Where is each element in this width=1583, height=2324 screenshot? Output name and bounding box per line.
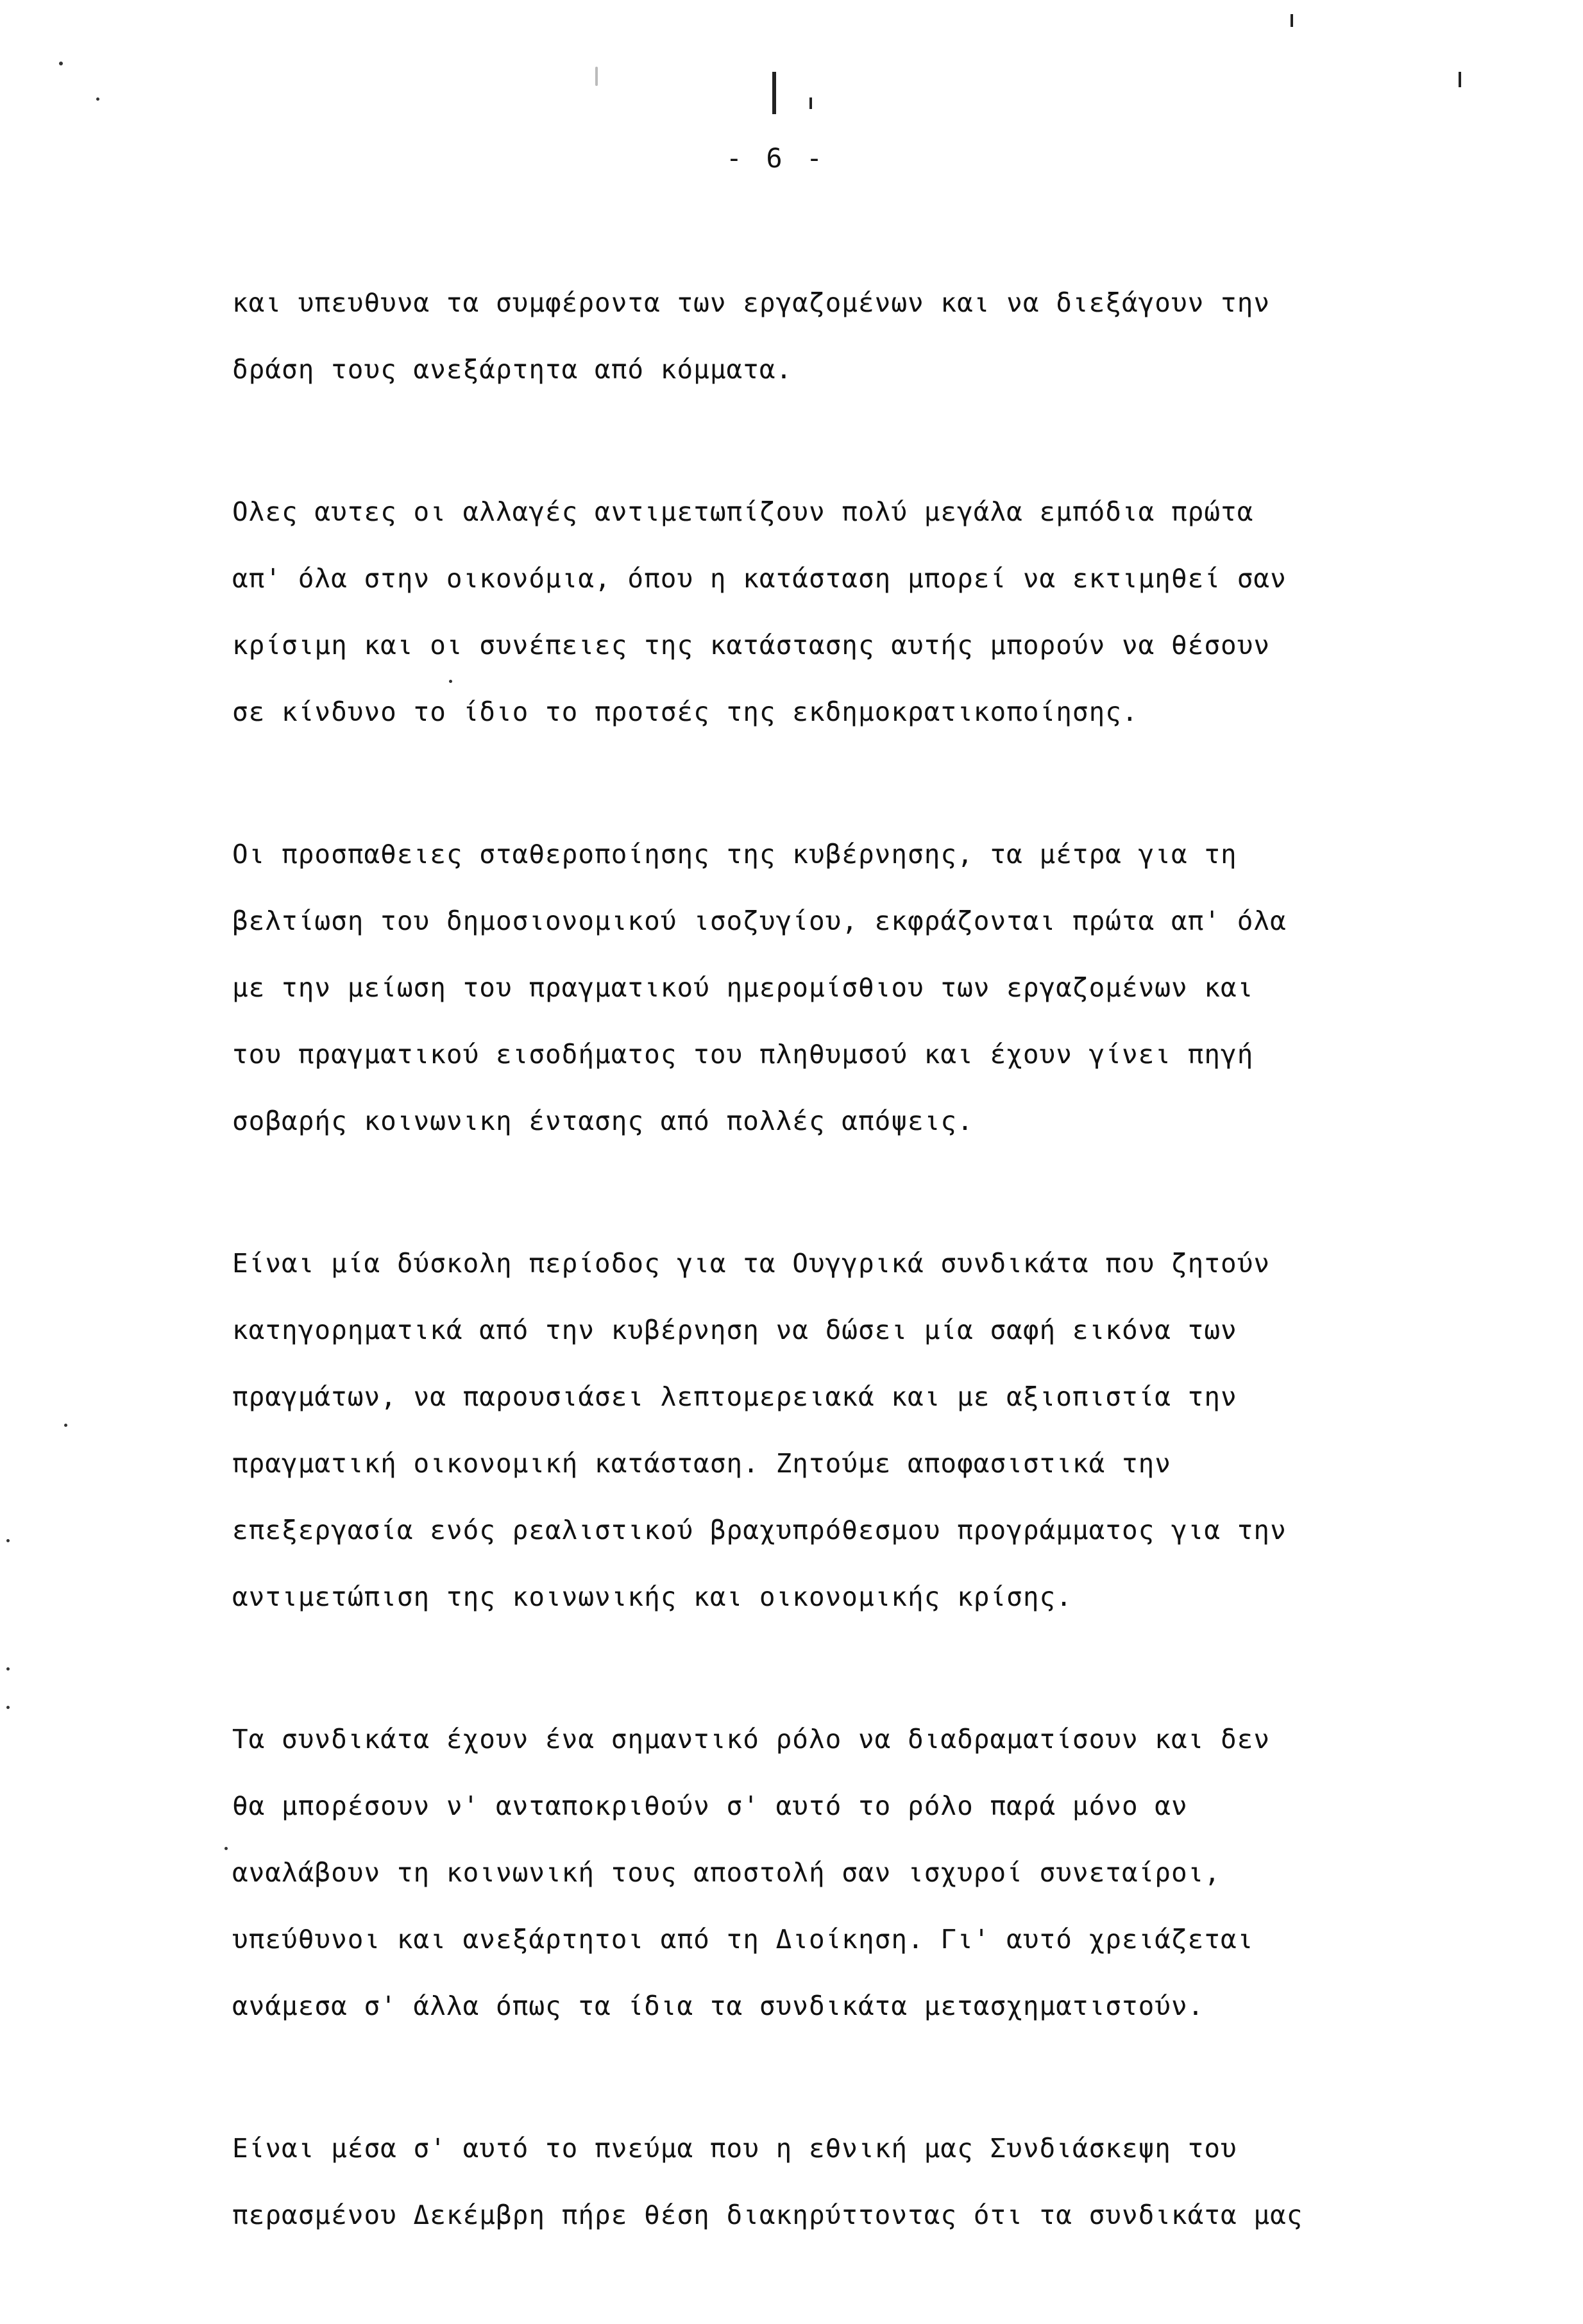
text-line: με την μείωση του πραγματικού ημερομίσθιου των εργαζομένων και bbox=[232, 972, 1254, 1003]
paragraph bbox=[232, 478, 1502, 745]
scan-speck bbox=[595, 67, 598, 86]
text-line: επεξεργασία ενός ρεαλιστικού βραχυπρόθεσμου προγράμματος για την bbox=[232, 1515, 1287, 1545]
text-line: Είναι μία δύσκολη περίοδος για τα Ουγγρικά συνδικάτα που ζητούν bbox=[232, 1248, 1271, 1279]
text-line: πραγματική οικονομική κατάσταση. Ζητούμε αποφασιστικά την bbox=[232, 1448, 1171, 1479]
text-line: βελτίωση του δημοσιονομικού ισοζυγίου, εκφράζονται πρώτα απ' όλα bbox=[232, 905, 1287, 936]
text-line: κρίσιμη και οι συνέπειες της κατάστασης αυτής μπορούν να θέσουν bbox=[232, 630, 1271, 661]
scan-speck bbox=[96, 97, 99, 101]
text-line: ανάμεσα σ' άλλα όπως τα ίδια τα συνδικάτα μετασχηματιστούν. bbox=[232, 1991, 1205, 2021]
text-line: θα μπορέσουν ν' ανταποκριθούν σ' αυτό το ρόλο παρά μόνο αν bbox=[232, 1790, 1188, 1821]
text-line: απ' όλα στην οικονόμια, όπου η κατάσταση μπορεί να εκτιμηθεί σαν bbox=[232, 563, 1287, 594]
paragraph bbox=[232, 269, 1502, 403]
scan-speck bbox=[59, 62, 63, 65]
paragraph bbox=[232, 2115, 1502, 2248]
scan-mark-top-center bbox=[772, 72, 776, 114]
text-line: περασμένου Δεκέμβρη πήρε θέση διακηρύττοντας ότι τα συνδικάτα μας bbox=[232, 2200, 1303, 2230]
scan-mark-right bbox=[1459, 72, 1461, 87]
text-line: και υπευθυνα τα συμφέροντα των εργαζομένων και να διεξάγουν την bbox=[232, 287, 1271, 318]
text-line: σε κίνδυνο το ίδιο το προτσές της εκδημοκρατικοποίησης. bbox=[232, 696, 1139, 727]
scan-speck bbox=[6, 1706, 10, 1709]
page-number: - 6 - bbox=[725, 142, 827, 174]
paragraph bbox=[232, 821, 1502, 1154]
scan-mark-top-center-small bbox=[809, 97, 812, 109]
text-line: του πραγματικού εισοδήματος του πληθυμσού και έχουν γίνει πηγή bbox=[232, 1039, 1254, 1070]
paragraph bbox=[232, 1706, 1502, 2039]
text-line: αναλάβουν τη κοινωνική τους αποστολή σαν ισχυροί συνεταίροι, bbox=[232, 1857, 1221, 1888]
paragraph bbox=[232, 1230, 1502, 1630]
text-line: υπεύθυνοι και ανεξάρτητοι από τη Διοίκηση. Γι' αυτό χρειάζεται bbox=[232, 1924, 1254, 1955]
text-line: δράση τους ανεξάρτητα από κόμματα. bbox=[232, 354, 793, 385]
text-line: αντιμετώπιση της κοινωνικής και οικονομικής κρίσης. bbox=[232, 1581, 1072, 1612]
text-line: κατηγορηματικά από την κυβέρνηση να δώσει μία σαφή εικόνα των bbox=[232, 1315, 1237, 1345]
text-line: πραγμάτων, να παρουσιάσει λεπτομερειακά και με αξιοπιστία την bbox=[232, 1381, 1237, 1412]
text-line: Οι προσπαθειες σταθεροποίησης της κυβέρνησης, τα μέτρα για τη bbox=[232, 839, 1237, 870]
scan-speck bbox=[64, 1424, 67, 1427]
scan-mark-top-right bbox=[1291, 14, 1293, 27]
document-body bbox=[232, 269, 1502, 2324]
text-line: Είναι μέσα σ' αυτό το πνεύμα που η εθνική μας Συνδιάσκεψη του bbox=[232, 2133, 1237, 2164]
scan-speck bbox=[224, 1847, 228, 1850]
scan-speck bbox=[6, 1667, 10, 1671]
text-line: Τα συνδικάτα έχουν ένα σημαντικό ρόλο να διαδραματίσουν και δεν bbox=[232, 1724, 1271, 1755]
text-line: σοβαρής κοινωνικη έντασης από πολλές απόψεις. bbox=[232, 1106, 974, 1136]
text-line: Ολες αυτες οι αλλαγές αντιμετωπίζουν πολύ μεγάλα εμπόδια πρώτα bbox=[232, 496, 1254, 527]
scan-speck bbox=[6, 1539, 10, 1542]
